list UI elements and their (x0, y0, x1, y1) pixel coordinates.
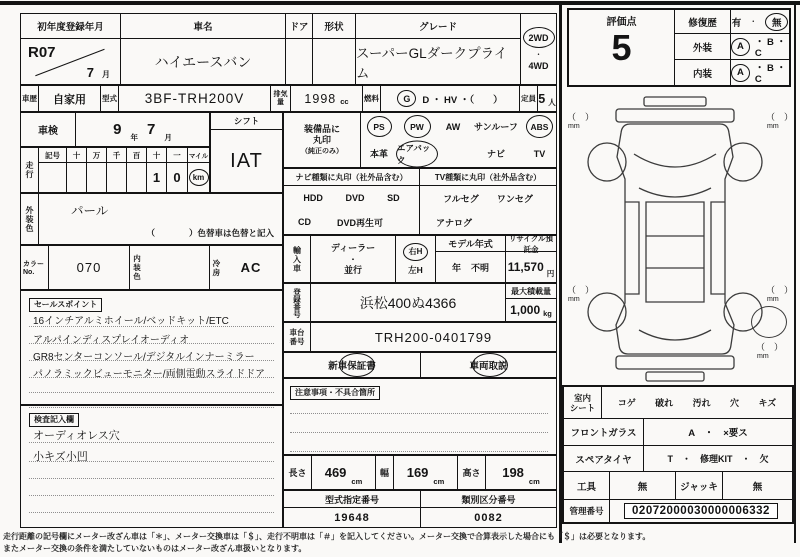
seat-label (564, 387, 602, 418)
fuel-cell (381, 86, 520, 111)
navi-hdd: HDD (303, 193, 323, 203)
equipment-label (284, 113, 361, 167)
mileage-col-symbol: 記号 (39, 148, 67, 163)
owner-manual-circled: 車両取説 (469, 358, 507, 372)
dealer-dot: ・ (349, 254, 357, 264)
mileage-col-100k: 十 (67, 148, 87, 163)
seat-stain: 汚れ (692, 398, 711, 408)
fuel-options: D ・ HV ・（ ） (422, 94, 503, 106)
spare-tire-label: スペアタイヤ (564, 446, 644, 471)
displacement-cell (291, 86, 363, 111)
tread-mm: mm (767, 296, 779, 303)
tv-fullseg: フルセグ (443, 193, 479, 204)
model-year-unit: 年 (451, 262, 461, 273)
car-name-label: 車名 (121, 14, 286, 39)
capacity-unit: 人 (548, 98, 556, 107)
equip-airbag-circled: エアバック (397, 142, 437, 166)
chassis-number-label (284, 323, 311, 351)
interior-color-value (141, 246, 209, 289)
spec-row (20, 85, 557, 112)
import-label: 輸入車 (284, 236, 311, 282)
equip-tv: TV (533, 148, 546, 159)
seat-burn: コゲ (617, 398, 636, 408)
shaken-value (76, 113, 209, 146)
repair-yes: 有 (731, 17, 742, 29)
shape-value (313, 39, 356, 84)
car-name-value: ハイエースバン (121, 39, 286, 84)
equipment-label-1: 装備品に (303, 123, 340, 134)
management-number-value: 02072000030000006332 (624, 503, 778, 519)
shift-box (210, 112, 283, 193)
windshield-value: A ・ ×要ス (688, 428, 748, 439)
history-label: 車歴 (21, 86, 39, 111)
mileage-col-1k: 千 (107, 148, 127, 163)
classification-value: 0082 (474, 511, 503, 524)
tread-paren: （ ） (567, 285, 595, 295)
interior-color-label-2: 装 (133, 263, 141, 272)
registration-number-label: 登録番号 (284, 284, 311, 321)
ac-value: AC (240, 260, 262, 275)
jack-label: ジャッキ (676, 472, 723, 499)
first-registration-value (21, 39, 121, 84)
interior-grade-row (675, 60, 789, 85)
caution-empty-line (290, 433, 548, 452)
displacement-value: 1998 (304, 91, 337, 106)
dealer-parallel-cell (311, 236, 396, 282)
exterior-grade-row (675, 34, 789, 60)
shaken-year: 9 (113, 121, 122, 138)
inspector-note-line: 小キズ小凹 (29, 443, 274, 462)
sales-point-line: アルパインディスプレイオーディオ (29, 327, 274, 344)
recycle-amount: 11,570 (507, 260, 544, 274)
equip-pw-circled: PW (404, 115, 431, 138)
navi-dvd-playback: DVD再生可 (337, 217, 384, 228)
tread-paren: （ ） (756, 342, 784, 352)
shift-value: IAT (230, 149, 263, 172)
max-load-label: 最大積載量 (506, 284, 556, 299)
model-year-unknown: 不明 (471, 262, 490, 273)
mile-label: マイル (188, 148, 209, 163)
capacity-cell (538, 86, 556, 111)
management-number-row (564, 500, 792, 522)
new-car-warranty-circled: 新車保証書 (328, 358, 376, 372)
seat-label-1: 室内 (573, 392, 591, 403)
seat-hole: 穴 (730, 398, 740, 408)
recycle-label: リサイクル預託金 (506, 236, 556, 252)
spare-tire-row (564, 446, 792, 472)
warranty-cell (284, 353, 421, 377)
width-cell (394, 456, 458, 489)
registration-month: 7 (86, 65, 94, 80)
tread-depth-rear-right (766, 283, 792, 303)
inspector-notes-box (20, 405, 283, 528)
score-value: 5 (611, 27, 632, 68)
tread-depth-rear-left (567, 283, 593, 303)
chassis-label-1: 車台 (289, 328, 305, 337)
mileage-col-10: 十 (147, 148, 167, 163)
tread-depth-front-left (567, 110, 593, 130)
jack-value: 無 (752, 481, 763, 493)
color-change-note: （ ）色替車は色替と記入 (146, 228, 274, 238)
manual-cell (421, 353, 556, 377)
chassis-number-row (283, 322, 557, 352)
equip-empty (437, 140, 469, 167)
footer-note-line1: 走行距離の記号欄にメーター改ざん車は「＊」、メーター交換車は「＄」、走行不明車は「＃」を記入してください。メーター交換で合算表示した場合にも「＄」は必要となります。 (3, 532, 651, 541)
tread-paren: （ ） (567, 112, 595, 122)
navi-tv-box (283, 168, 557, 235)
tread-mm: mm (568, 296, 580, 303)
tread-paren: （ ） (766, 112, 794, 122)
steering-cell (396, 236, 436, 282)
mileage-digit (87, 163, 107, 192)
header-table (20, 13, 557, 85)
interior-color-label-3: 色 (133, 272, 141, 281)
shaken-month: 7 (147, 121, 156, 138)
first-registration-label: 初年度登録年月 (21, 14, 121, 39)
parallel-label: 並行 (343, 264, 362, 275)
width-label: 幅 (376, 456, 394, 489)
length-unit: cm (351, 477, 363, 486)
recycle-unit: 円 (546, 269, 555, 278)
navi-type-box (284, 169, 420, 234)
width-value: 169 (406, 465, 429, 480)
type-number-table (283, 490, 557, 528)
windshield-row (564, 419, 792, 446)
door-label: ドア (286, 14, 313, 39)
seat-scratch: キズ (758, 398, 777, 408)
grade-label: グレード (356, 14, 521, 39)
registration-number-row (283, 283, 557, 322)
height-cell (486, 456, 556, 489)
management-number-label: 管理番号 (564, 500, 610, 522)
shape-label: 形状 (313, 14, 356, 39)
height-label: 高さ (458, 456, 486, 489)
spare-tire-value: T ・ 修理KIT ・ 欠 (667, 454, 769, 464)
length-cell (312, 456, 376, 489)
tread-mm: mm (767, 123, 779, 130)
equip-ps-circled: PS (367, 116, 392, 137)
condition-table (562, 385, 794, 524)
tools-label: 工具 (564, 472, 610, 499)
sales-point-line: パノラミックビューモニター/両側電動スライドドア (29, 361, 274, 378)
caution-label: 注意事項・不具合箇所 (290, 386, 380, 400)
shaken-month-unit: 月 (164, 133, 172, 142)
equip-aw: AW (445, 121, 461, 132)
width-unit: cm (433, 477, 445, 486)
mileage-header-row (39, 148, 187, 163)
repair-history-row (675, 10, 789, 34)
type-designation-value: 19648 (284, 508, 421, 527)
capacity-value: 5 (538, 91, 546, 106)
fuel-gasoline-circled: G (397, 90, 416, 107)
color-no-label-2: No. (23, 269, 35, 276)
top-rule (0, 1, 800, 5)
left-hand: 左H (408, 264, 423, 275)
exterior-grade-label: 外装 (675, 34, 731, 59)
mileage-col-100: 百 (127, 148, 147, 163)
model-year-label: モデル年式 (436, 236, 505, 252)
inspector-note-empty-line (29, 479, 274, 496)
seat-condition-row (564, 387, 792, 419)
import-row (283, 235, 557, 283)
fuel-label: 燃料 (363, 86, 381, 111)
navi-type-row2 (284, 210, 419, 234)
color-no-value: 070 (49, 246, 130, 289)
displacement-label: 排気量 (271, 86, 291, 111)
tv-analog: アナログ (436, 217, 473, 228)
navi-cd: CD (298, 217, 311, 227)
dealer-label: ディーラー (330, 242, 376, 253)
inspector-notes-label: 検査記入欄 (29, 413, 79, 427)
repair-dot: ・ (749, 17, 758, 26)
tv-type-box (420, 169, 556, 234)
mileage-digit-ones: 0 (173, 170, 181, 185)
shaken-year-unit: 年 (130, 133, 138, 142)
registration-month-unit: 月 (102, 70, 110, 79)
spare-tire-circle (751, 306, 787, 338)
length-value: 469 (324, 465, 347, 480)
caution-empty-line (290, 414, 548, 433)
interior-grade-label: 内装 (675, 60, 731, 85)
inspector-note-empty-line (29, 462, 274, 479)
tools-row (564, 472, 792, 500)
inspector-note-line: オーディオレス穴 (29, 427, 274, 443)
seat-tear: 破れ (655, 398, 674, 408)
tv-type-header: TV種類に丸印（社外品含む） (420, 169, 556, 186)
mileage-symbol (39, 163, 67, 192)
right-hand-circled: 右H (403, 243, 428, 261)
recycle-cell (506, 233, 556, 282)
interior-color-cell (130, 246, 209, 289)
exterior-color-label: 外装色 (21, 194, 39, 244)
mileage-table (20, 147, 210, 193)
interior-color-label-1: 内 (133, 254, 141, 263)
sales-point-line: 16インチアルミホイール/ベッドキット/ETC (29, 312, 274, 327)
classification-label: 類別区分番号 (421, 491, 556, 508)
exterior-color-value: パール (71, 204, 109, 218)
registration-era: R07 (28, 44, 56, 61)
tread-mm: mm (568, 123, 580, 130)
equip-sunroof: サンルーフ (474, 122, 518, 132)
km-circled: km (189, 169, 209, 186)
tread-depth-spare (756, 340, 786, 360)
type-designation-label: 型式指定番号 (284, 491, 421, 508)
tv-type-row1 (420, 186, 556, 210)
history-value: 自家用 (39, 86, 101, 111)
drive-type-cell (521, 14, 556, 84)
repair-no-circled: 無 (765, 13, 788, 31)
score-cell (569, 10, 675, 85)
door-value (286, 39, 313, 84)
ac-label-1: 冷 (212, 258, 221, 268)
score-label: 評価点 (606, 17, 637, 28)
exterior-grade-a-circled: A (731, 38, 750, 56)
exterior-color-box (20, 193, 283, 245)
tv-oneseg: ワンセグ (496, 193, 533, 204)
ac-cell (210, 246, 282, 289)
shaken-row (20, 112, 210, 147)
chassis-number-value: TRH200-0401799 (374, 329, 493, 345)
equip-abs-circled: ABS (526, 115, 553, 138)
equipment-label-2: 丸印 (312, 134, 331, 145)
tools-value: 無 (610, 472, 676, 499)
mileage-unit-cell (187, 148, 209, 192)
interior-grade-rest: ・ B ・ C (754, 63, 786, 85)
interior-grade-a-circled: A (731, 64, 750, 82)
equip-navi: ナビ (486, 149, 505, 159)
navi-type-row1 (284, 186, 419, 210)
sales-points-box (20, 290, 283, 405)
ac-label-2: 房 (212, 267, 221, 277)
model-value: 3BF-TRH200V (119, 86, 271, 111)
shift-label: シフト (211, 113, 282, 130)
sales-point-line: GR8センターコンソール/デジタルインナーミラー (29, 344, 274, 361)
registration-number-value: 浜松400ぬ4366 (311, 284, 506, 321)
tread-depth-front-right (766, 110, 792, 130)
mileage-digit (127, 163, 147, 192)
evaluation-table (567, 8, 791, 87)
color-number-row (20, 245, 283, 290)
model-label: 型式 (101, 86, 119, 111)
sales-point-empty-line (29, 378, 274, 393)
dimensions-row (283, 455, 557, 490)
displacement-unit: cc (340, 97, 349, 106)
equipment-box (283, 112, 557, 168)
inspector-note-empty-line (29, 496, 274, 513)
sales-points-label: セールスポイント (29, 298, 102, 312)
documents-row (283, 352, 557, 378)
mileage-digit (107, 163, 127, 192)
grade-value: スーパーGLダークプライム (356, 39, 521, 84)
vehicle-top-view-diagram (566, 96, 784, 384)
tv-type-row2 (420, 210, 556, 234)
repair-history-label: 修復歴 (675, 10, 731, 33)
mileage-value-row (39, 163, 187, 192)
mileage-col-1: 一 (167, 148, 187, 163)
tread-mm: mm (757, 353, 769, 360)
navi-sd: SD (387, 193, 400, 203)
chassis-label-2: 番号 (289, 337, 305, 346)
navi-dvd: DVD (345, 193, 365, 203)
drive-dot: ・ (534, 50, 543, 59)
color-no-label (21, 246, 49, 289)
color-no-label-1: カラー (23, 261, 44, 268)
drive-4wd: 4WD (528, 61, 549, 71)
shaken-label: 車検 (21, 113, 76, 146)
mileage-label: 走行 (21, 148, 39, 192)
height-unit: cm (528, 477, 540, 486)
max-load-unit: kg (543, 309, 552, 318)
caution-empty-line (290, 400, 548, 414)
max-load-cell (506, 284, 556, 321)
exterior-grade-rest: ・ B ・ C (754, 37, 786, 59)
mileage-digit (67, 163, 87, 192)
max-load-value: 1,000 (510, 303, 541, 317)
tread-paren: （ ） (766, 285, 794, 295)
equipment-label-3: （純正のみ） (301, 147, 343, 155)
windshield-label: フロントガラス (564, 419, 644, 445)
navi-type-header: ナビ種類に丸印（社外品含む） (284, 169, 419, 186)
seat-label-2: シート (569, 402, 596, 413)
height-value: 198 (502, 465, 524, 480)
length-label: 長さ (284, 456, 312, 489)
model-year-cell (436, 236, 506, 282)
capacity-label: 定員 (520, 86, 538, 111)
drive-2wd-circled: 2WD (523, 27, 555, 48)
caution-box (283, 378, 557, 455)
equip-leather: 本革 (369, 149, 388, 159)
equipment-grid (361, 113, 556, 167)
mileage-digit-tens: 1 (147, 163, 167, 192)
mileage-col-10k: 万 (87, 148, 107, 163)
footer-note-line2: またメーター交換の条件を満たしていないものはメーター改ざん車扱いとなります。 (3, 544, 307, 553)
